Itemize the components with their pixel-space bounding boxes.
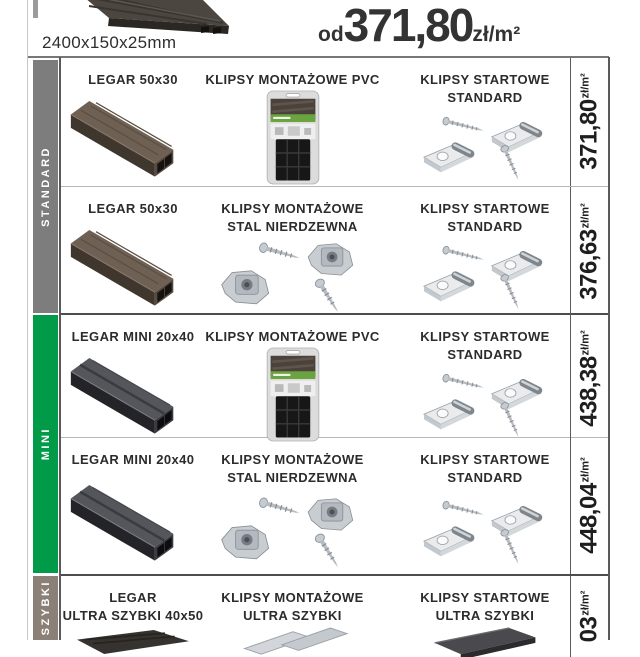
price-cell [570,576,608,657]
section-label-mini: MINI [39,427,52,461]
starter-name: KLIPSY STARTOWE STANDARD [420,72,550,106]
price-cell [570,438,608,574]
table-row [61,187,608,315]
starter-clips-image [409,492,561,570]
row-price: 376,63 [575,229,603,300]
product-cell [61,315,205,443]
clips-name: KLIPSY MONTAŻOWE ULTRA SZYBKI [221,590,364,624]
legar-mini-20x40-image [64,480,202,564]
table-right-border [608,57,610,640]
row-price: 448,04 [575,483,603,554]
starter-cell [380,315,570,443]
starter-cell [380,438,570,574]
table-row [61,576,608,643]
header-price [318,0,520,62]
starter-name: KLIPSY STARTOWE ULTRA SZYBKI [420,590,550,624]
clips-name: KLIPSY MONTAŻOWE PVC [205,72,380,87]
product-name: LEGAR 50x30 [88,201,178,216]
starter-name: KLIPSY STARTOWE STANDARD [420,452,550,486]
row-price: 438,38 [575,356,603,427]
product-cell [61,187,205,316]
row-price-unit: zł/m² [579,457,592,483]
board-dimensions-label: 2400x150x25mm [42,33,177,52]
starter-cell [380,58,570,186]
clips-cell [205,576,380,657]
starter-name: KLIPSY STARTOWE STANDARD [420,201,550,235]
starter-name: KLIPSY STARTOWE STANDARD [420,329,550,363]
section-bar-mini [33,315,58,573]
price-cell [570,187,608,316]
row-price: 371,80 [575,99,603,170]
clips-cell [205,438,380,574]
row-price-unit: zł/m² [579,73,592,99]
pricing-table [61,58,608,643]
section-bar-standard [33,60,58,313]
price-unit: zł/m² [472,23,521,46]
table-row [61,58,608,187]
legar-50x30-image [64,96,202,180]
price-cell [570,58,608,186]
row-price-unit: zł/m² [579,202,592,229]
section-label-szybki: SZYBKI [39,580,52,636]
row-price: 03 [575,616,603,643]
legar-mini-20x40-image [64,353,202,437]
clips-name: KLIPSY MONTAŻOWE STAL NIERDZEWNA [221,452,364,486]
row-price-unit: zł/m² [579,590,592,616]
legar-ultra-szybki-image [77,627,189,657]
product-name: LEGAR 50x30 [88,72,178,87]
steel-clips-image [209,491,377,571]
pvc-clips-package-image [262,89,324,186]
starter-cell [380,576,570,657]
clips-cell [205,315,380,443]
product-cell [61,58,205,186]
price-cell [570,315,608,443]
product-cell [61,438,205,574]
clips-cell [205,187,380,316]
starter-clips-image [409,365,561,443]
starter-clips-image [409,108,561,186]
section-label-standard: STANDARD [39,146,52,227]
row-price-unit: zł/m² [579,330,592,356]
starter-clips-image [409,237,561,315]
section-bar-szybki [33,576,58,640]
clips-name: KLIPSY MONTAŻOWE STAL NIERDZEWNA [221,201,364,235]
table-row [61,438,608,576]
pvc-clips-package-image [262,346,324,443]
ultra-szybki-starter-image [429,627,541,657]
product-name: LEGAR MINI 20x40 [71,329,195,344]
clips-name: KLIPSY MONTAŻOWE PVC [205,329,380,344]
steel-clips-image [209,236,377,316]
ultra-szybki-clips-image [237,627,349,657]
price-prefix: od [318,23,344,46]
product-cell [61,576,205,657]
page-left-edge-line [27,0,28,640]
price-value: 371,80 [343,0,473,51]
product-name: LEGAR ULTRA SZYBKI 40x50 [62,590,204,624]
product-name: LEGAR MINI 20x40 [71,452,195,467]
top-section-bar-stub [33,0,38,18]
starter-cell [380,187,570,316]
legar-50x30-image [64,225,202,309]
table-row [61,315,608,438]
clips-cell [205,58,380,186]
